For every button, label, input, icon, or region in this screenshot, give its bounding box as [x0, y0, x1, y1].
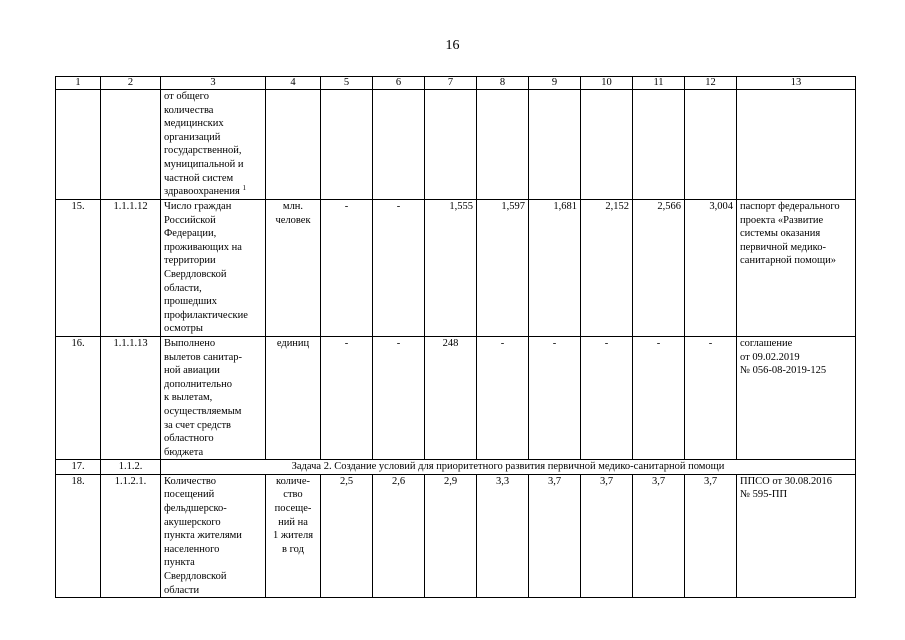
- cell-value: [529, 90, 581, 200]
- header-cell: 1: [56, 77, 101, 90]
- task-heading: Задача 2. Создание условий для приоритетного развития первичной медико-санитарной помощи: [161, 460, 856, 475]
- header-cell: 8: [477, 77, 529, 90]
- header-cell: 12: [685, 77, 737, 90]
- cell-value: -: [633, 336, 685, 459]
- table-row: [56, 90, 856, 200]
- cell-value: 2,566: [633, 200, 685, 337]
- cell-value: 3,7: [581, 474, 633, 597]
- cell-unit: количе- ство посеще- ний на 1 жителя в год: [266, 474, 321, 597]
- cell-value: 3,7: [529, 474, 581, 597]
- cell-value: -: [685, 336, 737, 459]
- cell-value: [425, 90, 477, 200]
- header-cell: 13: [737, 77, 856, 90]
- cell-value: [373, 90, 425, 200]
- cell-value: 3,004: [685, 200, 737, 337]
- cell-code: 1.1.1.12: [101, 200, 161, 337]
- cell-value: -: [529, 336, 581, 459]
- cell-value: 1,681: [529, 200, 581, 337]
- header-cell: 4: [266, 77, 321, 90]
- header-cell: 2: [101, 77, 161, 90]
- cell-name: Число граждан Российской Федерации, проживающих на территории Свердловской области, прошедших профилактические осмотры: [161, 200, 266, 337]
- header-cell: 10: [581, 77, 633, 90]
- cell-code: 1.1.1.13: [101, 336, 161, 459]
- cell-code: [101, 90, 161, 200]
- cell-value: 248: [425, 336, 477, 459]
- cell-value: 3,7: [685, 474, 737, 597]
- table-row: [56, 460, 856, 475]
- cell-unit: млн. человек: [266, 200, 321, 337]
- cell-code: 1.1.2.: [101, 460, 161, 475]
- cell-num: 15.: [56, 200, 101, 337]
- header-cell: 7: [425, 77, 477, 90]
- cell-value: 1,597: [477, 200, 529, 337]
- header-cell: 5: [321, 77, 373, 90]
- cell-value: 2,6: [373, 474, 425, 597]
- cell-value: 3,3: [477, 474, 529, 597]
- header-cell: 3: [161, 77, 266, 90]
- cell-source: соглашение от 09.02.2019 № 056-08-2019-125: [737, 336, 856, 459]
- cell-value: 2,152: [581, 200, 633, 337]
- continuation-text: от общего количества медицинских организаций государственной, муниципальной и частной систем здравоохранения: [164, 91, 244, 198]
- footnote-mark: 1: [242, 184, 246, 193]
- cell-source: [737, 90, 856, 200]
- table-header-row: [56, 77, 856, 90]
- indicators-table: [55, 76, 856, 598]
- cell-value: [477, 90, 529, 200]
- cell-name: [161, 90, 266, 200]
- cell-value: [581, 90, 633, 200]
- cell-value: [321, 90, 373, 200]
- cell-num: [56, 90, 101, 200]
- cell-name: Количество посещений фельдшерско- акушерского пункта жителями населенного пункта Свердловской области: [161, 474, 266, 597]
- cell-num: 18.: [56, 474, 101, 597]
- cell-name: Выполнено вылетов санитар- ной авиации дополнительно к вылетам, осуществляемым за счет средств областного бюджета: [161, 336, 266, 459]
- header-cell: 6: [373, 77, 425, 90]
- cell-value: 1,555: [425, 200, 477, 337]
- page-number: 16: [445, 38, 460, 53]
- cell-unit: единиц: [266, 336, 321, 459]
- cell-value: -: [321, 200, 373, 337]
- cell-value: [633, 90, 685, 200]
- cell-unit: [266, 90, 321, 200]
- table-row: [56, 200, 856, 337]
- cell-value: 3,7: [633, 474, 685, 597]
- cell-value: -: [373, 336, 425, 459]
- cell-value: -: [373, 200, 425, 337]
- cell-num: 16.: [56, 336, 101, 459]
- table-row: [56, 336, 856, 459]
- cell-value: 2,5: [321, 474, 373, 597]
- cell-value: -: [581, 336, 633, 459]
- cell-value: 2,9: [425, 474, 477, 597]
- cell-value: -: [321, 336, 373, 459]
- cell-value: -: [477, 336, 529, 459]
- cell-source: паспорт федерального проекта «Развитие системы оказания первичной медико- санитарной помощи»: [737, 200, 856, 337]
- header-cell: 11: [633, 77, 685, 90]
- cell-value: [685, 90, 737, 200]
- table-row: [56, 474, 856, 597]
- header-cell: 9: [529, 77, 581, 90]
- cell-num: 17.: [56, 460, 101, 475]
- cell-code: 1.1.2.1.: [101, 474, 161, 597]
- cell-source: ППСО от 30.08.2016 № 595-ПП: [737, 474, 856, 597]
